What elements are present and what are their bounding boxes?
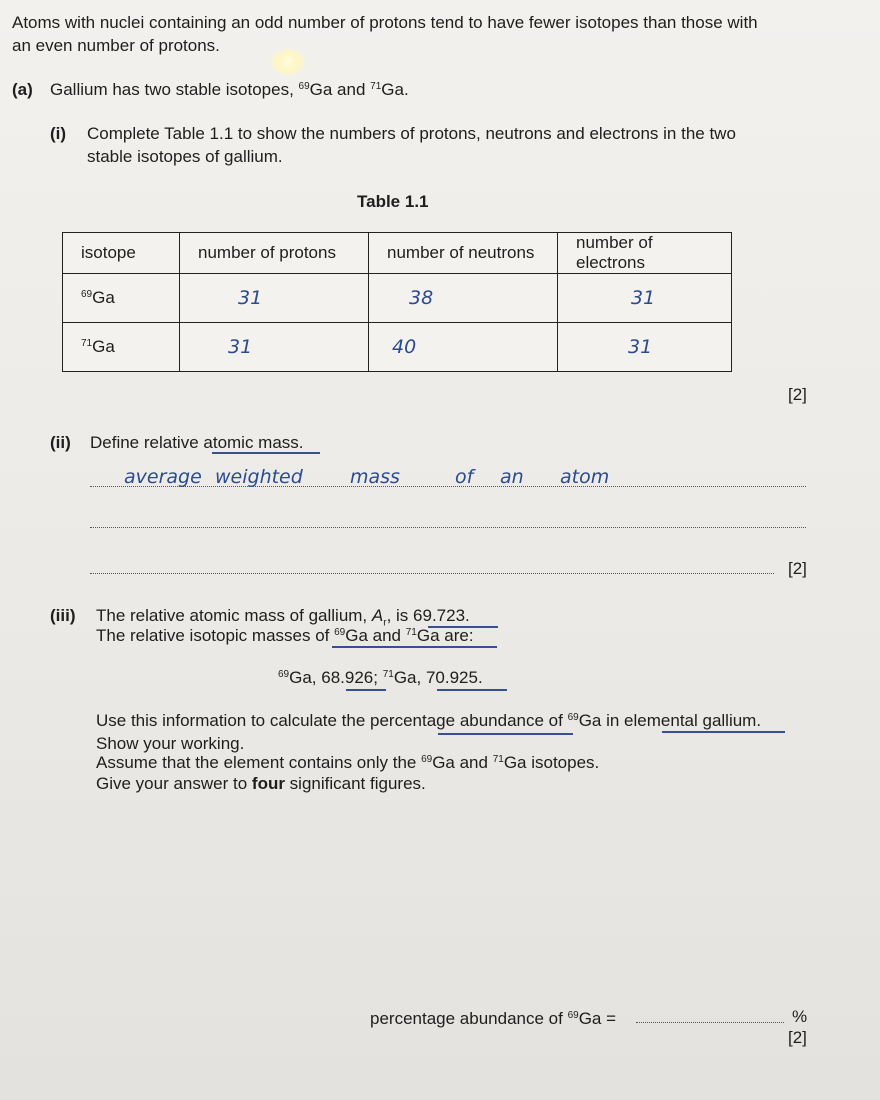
part-iii-label: (iii) <box>50 606 76 625</box>
table-caption: Table 1.1 <box>357 192 429 211</box>
part-iii-show: Show your working. <box>96 734 245 753</box>
percent-unit: % <box>792 1007 808 1026</box>
header-protons: number of protons <box>180 233 369 274</box>
marks-i: [2] <box>788 385 807 404</box>
part-iii-line-2: The relative isotopic masses of $^{69}$Ga and $^{71}$Ga are: <box>96 626 474 645</box>
answer-line-2[interactable] <box>90 527 806 528</box>
neutrons-cell[interactable]: 38 <box>369 274 558 323</box>
header-electrons: number of electrons <box>558 233 732 274</box>
intro-line-1: Atoms with nuclei containing an odd number of protons tend to have fewer isotopes than those with <box>12 13 758 32</box>
answer-word: mass <box>350 466 400 488</box>
table-row <box>63 274 732 323</box>
marks-ii: [2] <box>788 559 807 578</box>
underline-mark <box>212 452 320 454</box>
intro-line-2: an even number of protons. <box>12 36 220 55</box>
part-iii-give: Give your answer to four significant figures. <box>96 774 426 793</box>
isotope-cell: $^{71}$Ga <box>63 323 180 372</box>
answer-line-3[interactable] <box>90 573 774 574</box>
answer-word: atom <box>560 466 610 488</box>
part-ii-label: (ii) <box>50 433 71 452</box>
underline-mark <box>662 731 785 733</box>
answer-word: average <box>124 466 202 488</box>
underline-mark <box>346 689 386 691</box>
isotope-table <box>62 232 732 372</box>
answer-label: percentage abundance of $^{69}$Ga = <box>370 1009 617 1028</box>
part-i-line-2: stable isotopes of gallium. <box>87 147 283 166</box>
answer-word: of <box>455 466 474 488</box>
underline-mark <box>438 733 573 735</box>
camera-glare <box>270 48 306 76</box>
marks-iii: [2] <box>788 1028 807 1047</box>
part-a-text: Gallium has two stable isotopes, $^{69}$Ga and $^{71}$Ga. <box>50 80 409 99</box>
answer-word: an <box>500 466 524 488</box>
part-a-label: (a) <box>12 80 33 99</box>
isotopic-masses: $^{69}$Ga, 68.926; $^{71}$Ga, 70.925. <box>278 668 483 687</box>
electrons-cell[interactable]: 31 <box>558 274 732 323</box>
header-isotope: isotope <box>63 233 180 274</box>
table-header-row <box>63 233 732 274</box>
part-i-label: (i) <box>50 124 67 143</box>
protons-cell[interactable]: 31 <box>180 323 369 372</box>
percentage-answer-line[interactable] <box>636 1022 784 1023</box>
underline-mark <box>332 646 497 648</box>
table-row <box>63 323 732 372</box>
isotope-cell: $^{69}$Ga <box>63 274 180 323</box>
protons-cell[interactable]: 31 <box>180 274 369 323</box>
part-i-line-1: Complete Table 1.1 to show the numbers of protons, neutrons and electrons in the two <box>87 124 736 143</box>
answer-word: weighted <box>215 466 303 488</box>
electrons-cell[interactable]: 31 <box>558 323 732 372</box>
part-ii-text: Define relative atomic mass. <box>90 433 304 452</box>
part-iii-use: Use this information to calculate the percentage abundance of $^{69}$Ga in elemental gallium. <box>96 711 762 730</box>
part-iii-line-1: The relative atomic mass of gallium, $A_r$, is 69.723. <box>96 606 470 629</box>
header-neutrons: number of neutrons <box>369 233 558 274</box>
underline-mark <box>437 689 507 691</box>
part-iii-assume: Assume that the element contains only the $^{69}$Ga and $^{71}$Ga isotopes. <box>96 753 600 772</box>
neutrons-cell[interactable]: 40 <box>369 323 558 372</box>
